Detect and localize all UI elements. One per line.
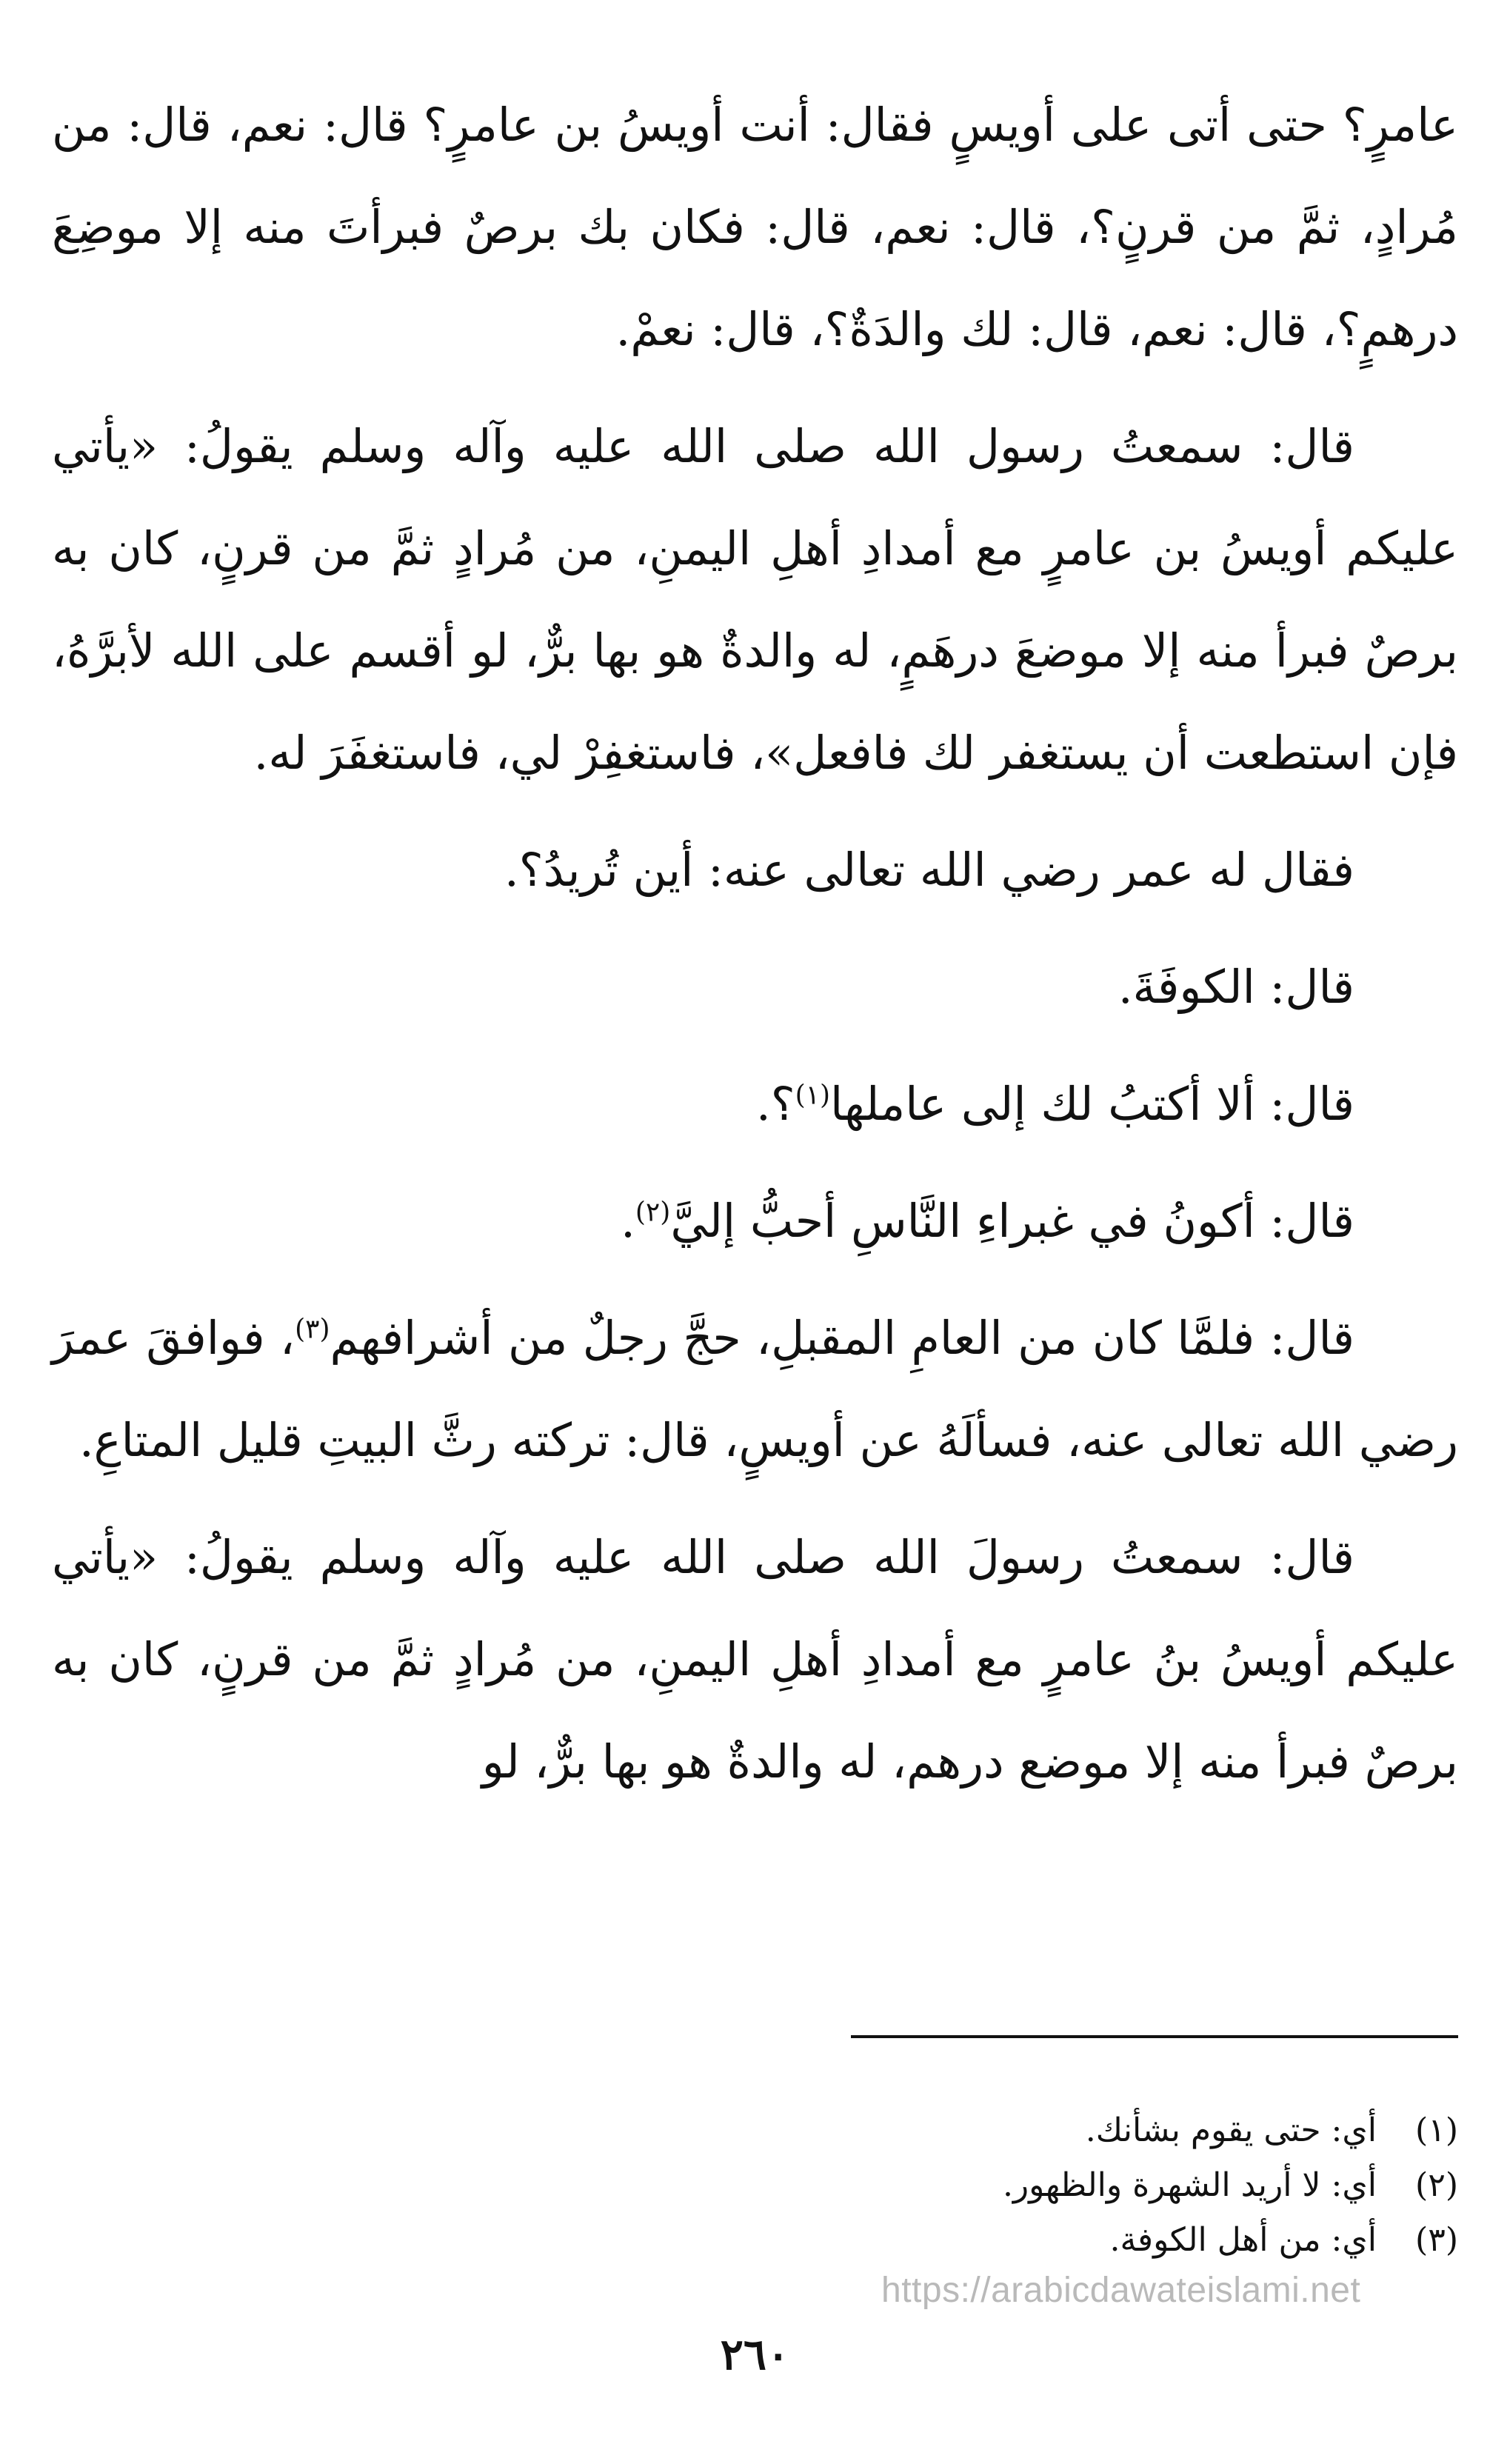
footnote-divider [851,2035,1458,2038]
footnote-3 [52,2213,1458,2268]
footnote-2 [52,2158,1458,2213]
footnote-ref-3: (٣) [295,1314,330,1345]
paragraph-4: قال: الكوفَةَ. [1118,960,1354,1014]
page-number: ٢٦٠ [720,2329,790,2380]
footnote-number: (٣) [1415,2221,1458,2259]
footnote-text: أي: لا أريد الشهرة والظهور. [1002,2166,1377,2204]
main-text [52,74,1458,1813]
footnote-text: أي: من أهل الكوفة. [1109,2221,1377,2259]
paragraph-6: قال: أكونُ في غبراءِ النَّاسِ أحبُّ إليَّ$^{(٢)}$. [621,1194,1354,1248]
paragraph-3: فقال له عمر رضي الله تعالى عنه: أين تُريدُ؟. [504,843,1354,897]
paragraph-5: قال: ألا أكتبُ لك إلى عاملها$^{(١)}$؟. [755,1077,1354,1131]
footnote-1 [52,2103,1458,2158]
paragraph-1: عامرٍ؟ حتى أتى على أويسٍ فقال: أنت أويسُ بن عامرٍ؟ قال: نعم، قال: من مُرادٍ، ثمَّ من قرنٍ؟، قال: نعم، قال: فكان بك برصٌ فبرأتَ منه إلا موضِعَ درهمٍ؟، قال: نعم، قال: لك والدَةٌ؟، قال: نعمْ. [52,98,1458,356]
paragraph-2: قال: سمعتُ رسول الله صلى الله عليه وآله وسلم يقولُ: «يأتي عليكم أويسُ بن عامرٍ مع أمدادِ أهلِ اليمنِ، من مُرادٍ ثمَّ من قرنٍ، كان به برصٌ فبرأ منه إلا موضعَ درهَمٍ، له والدةٌ هو بها برٌّ، لو أقسم على الله لأبرَّهُ، فإن استطعت أن يستغفر لك فافعل»، فاستغفِرْ لي، فاستغفَرَ له. [52,419,1458,780]
footnote-text: أي: حتى يقوم بشأنك. [1085,2111,1377,2149]
footnotes [52,2103,1458,2268]
footnote-number: (١) [1415,2111,1458,2149]
paragraph-8: قال: سمعتُ رسولَ الله صلى الله عليه وآله وسلم يقولُ: «يأتي عليكم أويسُ بنُ عامرٍ مع أمدادِ أهلِ اليمنِ، من مُرادٍ ثمَّ من قرنٍ، كان به برصٌ فبرأ منه إلا موضع درهم، له والدةٌ هو بها برٌّ، لو [52,1530,1458,1789]
footnote-ref-1: (١) [795,1080,831,1111]
watermark-url: https://arabicdawateislami.net [881,2271,1361,2310]
footnote-number: (٢) [1415,2166,1458,2204]
footnote-ref-2: (٢) [635,1197,671,1228]
paragraph-7: قال: فلمَّا كان من العامِ المقبلِ، حجَّ رجلٌ من أشرافهم$^{(٣)}$، فوافقَ عمرَ رضي الله تعالى عنه، فسألَهُ عن أويسٍ، قال: تركته رثَّ البيتِ قليل المتاعِ. [52,1311,1458,1467]
